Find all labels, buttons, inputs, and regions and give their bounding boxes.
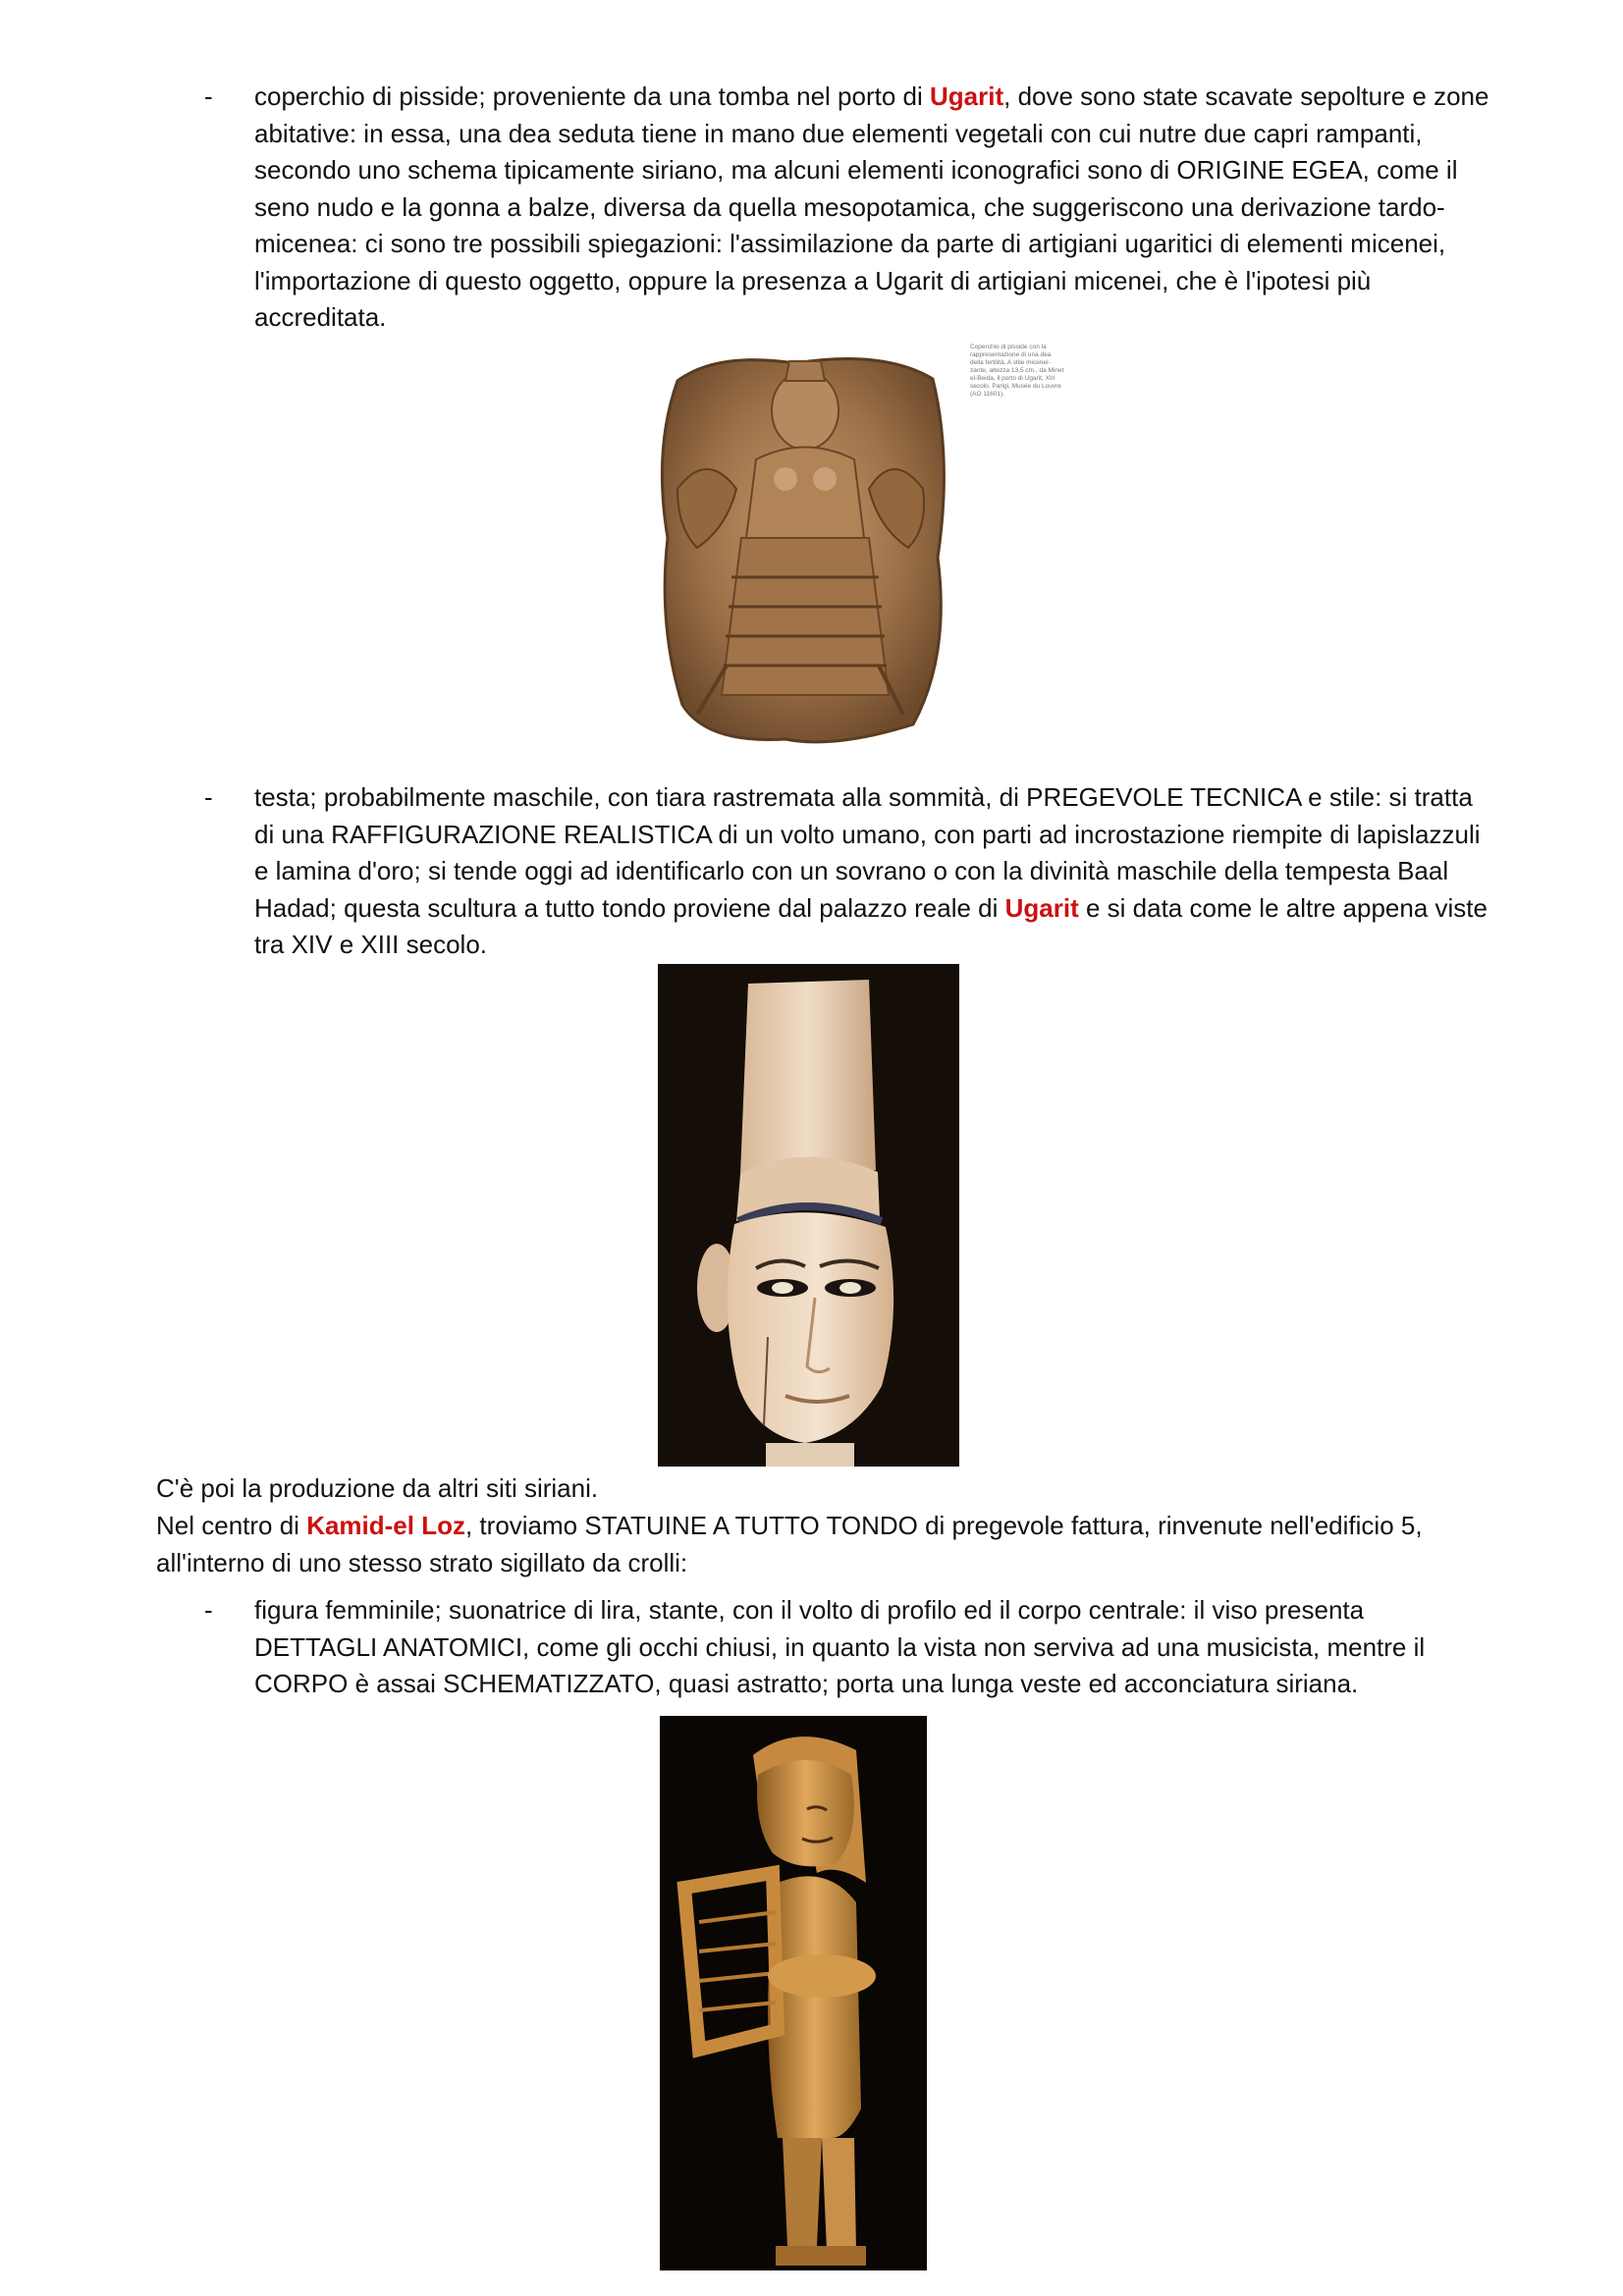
list-bullet: - (204, 782, 213, 812)
head-sculpture-illustration (658, 964, 959, 1467)
caption-line: zante, altezza 13,5 cm., da Minet (970, 367, 1064, 374)
caption-line: secolo. Parigi, Musée du Louvre (970, 383, 1061, 390)
figura-text: figura femminile; suonatrice di lira, stante, con il volto di profilo ed il corpo centrale: il viso presenta DETTAGLI ANATOMICI, come gli occhi chiusi, in quanto la vista non serviva ad una musicista, mentre il CORPO è assai SCHEMATIZZATO, quasi astratto; porta una lunga veste ed acconciatura siriana. (254, 1595, 1426, 1698)
lyre-player-image (660, 1716, 927, 2270)
intro-text-2: , troviamo STATUINE A TUTTO TONDO di pregevole fattura, rinvenute nell'edificio 5, all'interno di uno stesso strato sigillato da crolli: (156, 1511, 1423, 1577)
intro-paragraph (156, 1508, 1491, 1581)
testa-text-1: testa; probabilmente maschile, con tiara rastremata alla sommità, di PREGEVOLE TECNICA e stile: si tratta di una RAFFIGURAZIONE REALISTICA di un volto umano, con parti ad incrostazione riempite di lapislazzuli e lamina d'oro; si tende oggi ad identificarlo con un sovrano o con la divinità maschile della tempesta Baal Hadad; questa scultura a tutto tondo proviene dal palazzo reale di (254, 782, 1481, 923)
pisside-text-2: , dove sono state scavate sepolture e zone abitative: in essa, una dea seduta tiene in mano due elementi vegetali con cui nutre due capri rampanti, secondo uno schema tipicamente siriano, ma alcuni elementi iconografici sono di ORIGINE EGEA, come il seno nudo e la gonna a balze, diversa da quella mesopotamica, che suggeriscono una derivazione tardo-micenea: ci sono tre possibili spiegazioni: l'assimilazione da parte di artigiani ugaritici di elementi micenei, l'importazione di questo oggetto, oppure la presenza a Ugarit di artigiani micenei, che è l'ipotesi più accreditata. (254, 81, 1489, 332)
caption-line: della fertilità. A stile micenei- (970, 359, 1051, 366)
pyxis-lid-illustration (638, 342, 962, 752)
ugarit-highlight: Ugarit (930, 81, 1004, 111)
list-item-pisside (254, 79, 1491, 337)
caption-line: Coperchio di pisside con la (970, 344, 1047, 350)
kamid-el-loz-highlight: Kamid-el Loz (306, 1511, 465, 1540)
list-bullet: - (204, 1595, 213, 1625)
caption-line: rappresentazione di una dea (970, 351, 1052, 358)
ugarit-highlight: Ugarit (1004, 892, 1079, 923)
caption-line: el-Beida, il porto di Ugarit, XIII (970, 375, 1055, 382)
pyxis-caption (970, 344, 1074, 399)
testa-text-2: e si data come le altre appena viste tra XIV e XIII secolo. (254, 892, 1488, 959)
head-sculpture-image (658, 964, 959, 1467)
list-bullet: - (204, 81, 213, 111)
pisside-text-1: coperchio di pisside; proveniente da una tomba nel porto di (254, 81, 930, 111)
lyre-player-illustration (660, 1716, 927, 2270)
caption-line: (AO 11601). (970, 391, 1004, 398)
pyxis-lid-image (638, 342, 962, 752)
list-item-testa (254, 779, 1491, 964)
intro-text-1: Nel centro di (156, 1511, 307, 1540)
list-item-figura (254, 1592, 1491, 1703)
intro-line-1: C'è poi la produzione da altri siti siriani. (156, 1473, 599, 1503)
